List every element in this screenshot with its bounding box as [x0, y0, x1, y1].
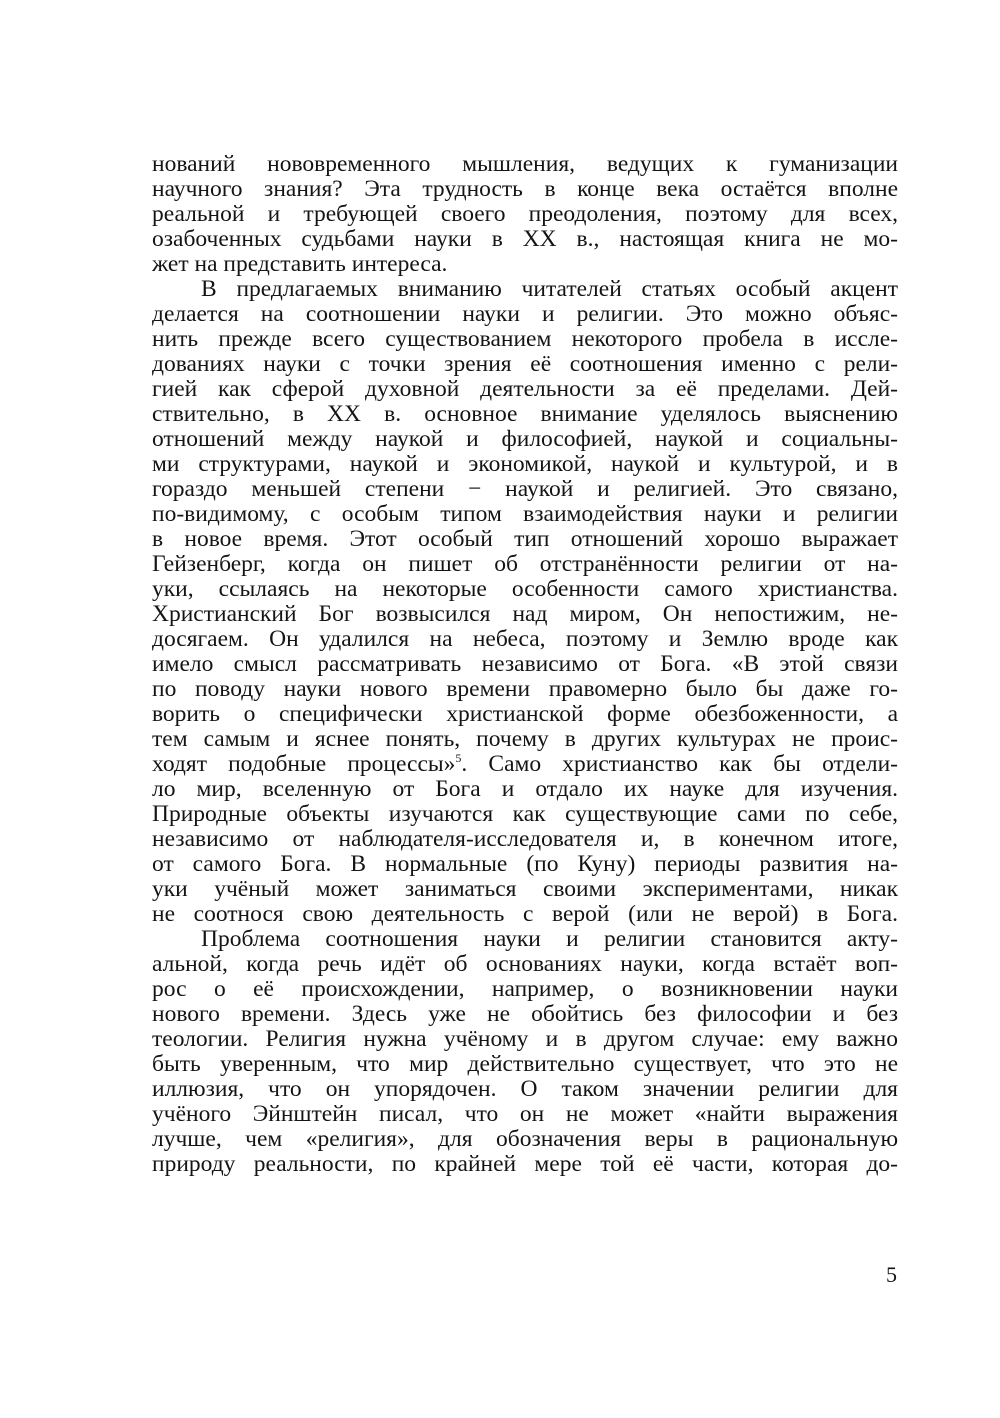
text-line: Проблема соотношения науки и религии становится акту- — [201, 926, 898, 952]
text-line: Христианский Бог возвысился над миром, Он непостижим, не- — [152, 601, 898, 627]
text-line: жет на представить интереса. — [152, 251, 448, 277]
text-line: в новое время. Этот особый тип отношений хорошо выражает — [152, 526, 898, 552]
text-line: нового времени. Здесь уже не обойтись без философии и без — [152, 1001, 898, 1027]
page-body — [152, 152, 898, 1177]
text-line: Природные объекты изучаются как существующие сами по себе, — [152, 801, 898, 827]
text-line: В предлагаемых вниманию читателей статьях особый акцент — [201, 276, 898, 302]
paragraph — [152, 152, 898, 277]
text-line: не соотнося свою деятельность с верой (или не верой) в Бога. — [152, 901, 898, 927]
text-line: ствительно, в XX в. основное внимание уделялось выяснению — [152, 401, 898, 427]
text-line: независимо от наблюдателя-исследователя и, в конечном итоге, — [152, 826, 898, 852]
text-span: . Само христианство как бы отдели- — [461, 751, 899, 777]
text-line: теологии. Религия нужна учёному и в другом случае: ему важно — [152, 1026, 898, 1052]
text-line: лучше, чем «религия», для обозначения веры в рациональную — [152, 1126, 898, 1152]
text-line: научного знания? Эта трудность в конце века остаётся вполне — [152, 176, 898, 202]
text-line: досягаем. Он удалился на небеса, поэтому и Землю вроде как — [152, 626, 898, 652]
text-line: дованиях науки с точки зрения её соотношения именно с рели- — [152, 351, 898, 377]
text-line: учёного Эйнштейн писал, что он не может «найти выражения — [152, 1101, 898, 1127]
text-line: делается на соотношении науки и религии. Это можно объяс- — [152, 301, 898, 327]
text-line: рос о её происхождении, например, о возникновении науки — [152, 976, 898, 1002]
text-line: уки, ссылаясь на некоторые особенности самого христианства. — [152, 576, 898, 602]
text-line: ворить о специфически христианской форме обезбоженности, а — [152, 701, 898, 727]
text-line: нований нововременного мышления, ведущих к гуманизации — [152, 151, 898, 177]
text-line: быть уверенным, что мир действительно существует, что это не — [152, 1051, 898, 1077]
text-span: ходят подобные процессы» — [152, 751, 456, 777]
text-line: уки учёный может заниматься своими экспериментами, никак — [152, 876, 898, 902]
text-line: нить прежде всего существованием некоторого пробела в иссле- — [152, 326, 898, 352]
text-line: Гейзенберг, когда он пишет об отстранённости религии от на- — [152, 551, 898, 577]
text-line: от самого Бога. В нормальные (по Куну) периоды развития на- — [152, 851, 898, 877]
paragraph — [152, 927, 898, 1177]
text-line: озабоченных судьбами науки в XX в., настоящая книга не мо- — [152, 226, 898, 252]
text-line: по-видимому, с особым типом взаимодействия науки и религии — [152, 501, 898, 527]
text-line: ми структурами, наукой и экономикой, наукой и культурой, и в — [152, 451, 898, 477]
text-line: гией как сферой духовной деятельности за её пределами. Дей- — [152, 376, 898, 402]
footnote-ref[interactable]: 5 — [455, 751, 462, 765]
page-number: 5 — [886, 1262, 897, 1287]
text-line: отношений между наукой и философией, наукой и социальны- — [152, 426, 898, 452]
text-line — [152, 752, 898, 777]
text-line: гораздо меньшей степени − наукой и религией. Это связано, — [152, 476, 898, 502]
text-line: ло мир, вселенную от Бога и отдало их науке для изучения. — [152, 776, 898, 802]
text-line: тем самым и яснее понять, почему в других культурах не проис- — [152, 726, 898, 752]
paragraph — [152, 277, 898, 927]
text-line: природу реальности, по крайней мере той её части, которая до- — [152, 1151, 898, 1177]
text-line: имело смысл рассматривать независимо от Бога. «В этой связи — [152, 651, 898, 677]
text-line: альной, когда речь идёт об основаниях науки, когда встаёт воп- — [152, 951, 898, 977]
text-line: реальной и требующей своего преодоления, поэтому для всех, — [152, 201, 898, 227]
text-line: по поводу науки нового времени правомерно было бы даже го- — [152, 676, 898, 702]
text-line: иллюзия, что он упорядочен. О таком значении религии для — [152, 1076, 898, 1102]
